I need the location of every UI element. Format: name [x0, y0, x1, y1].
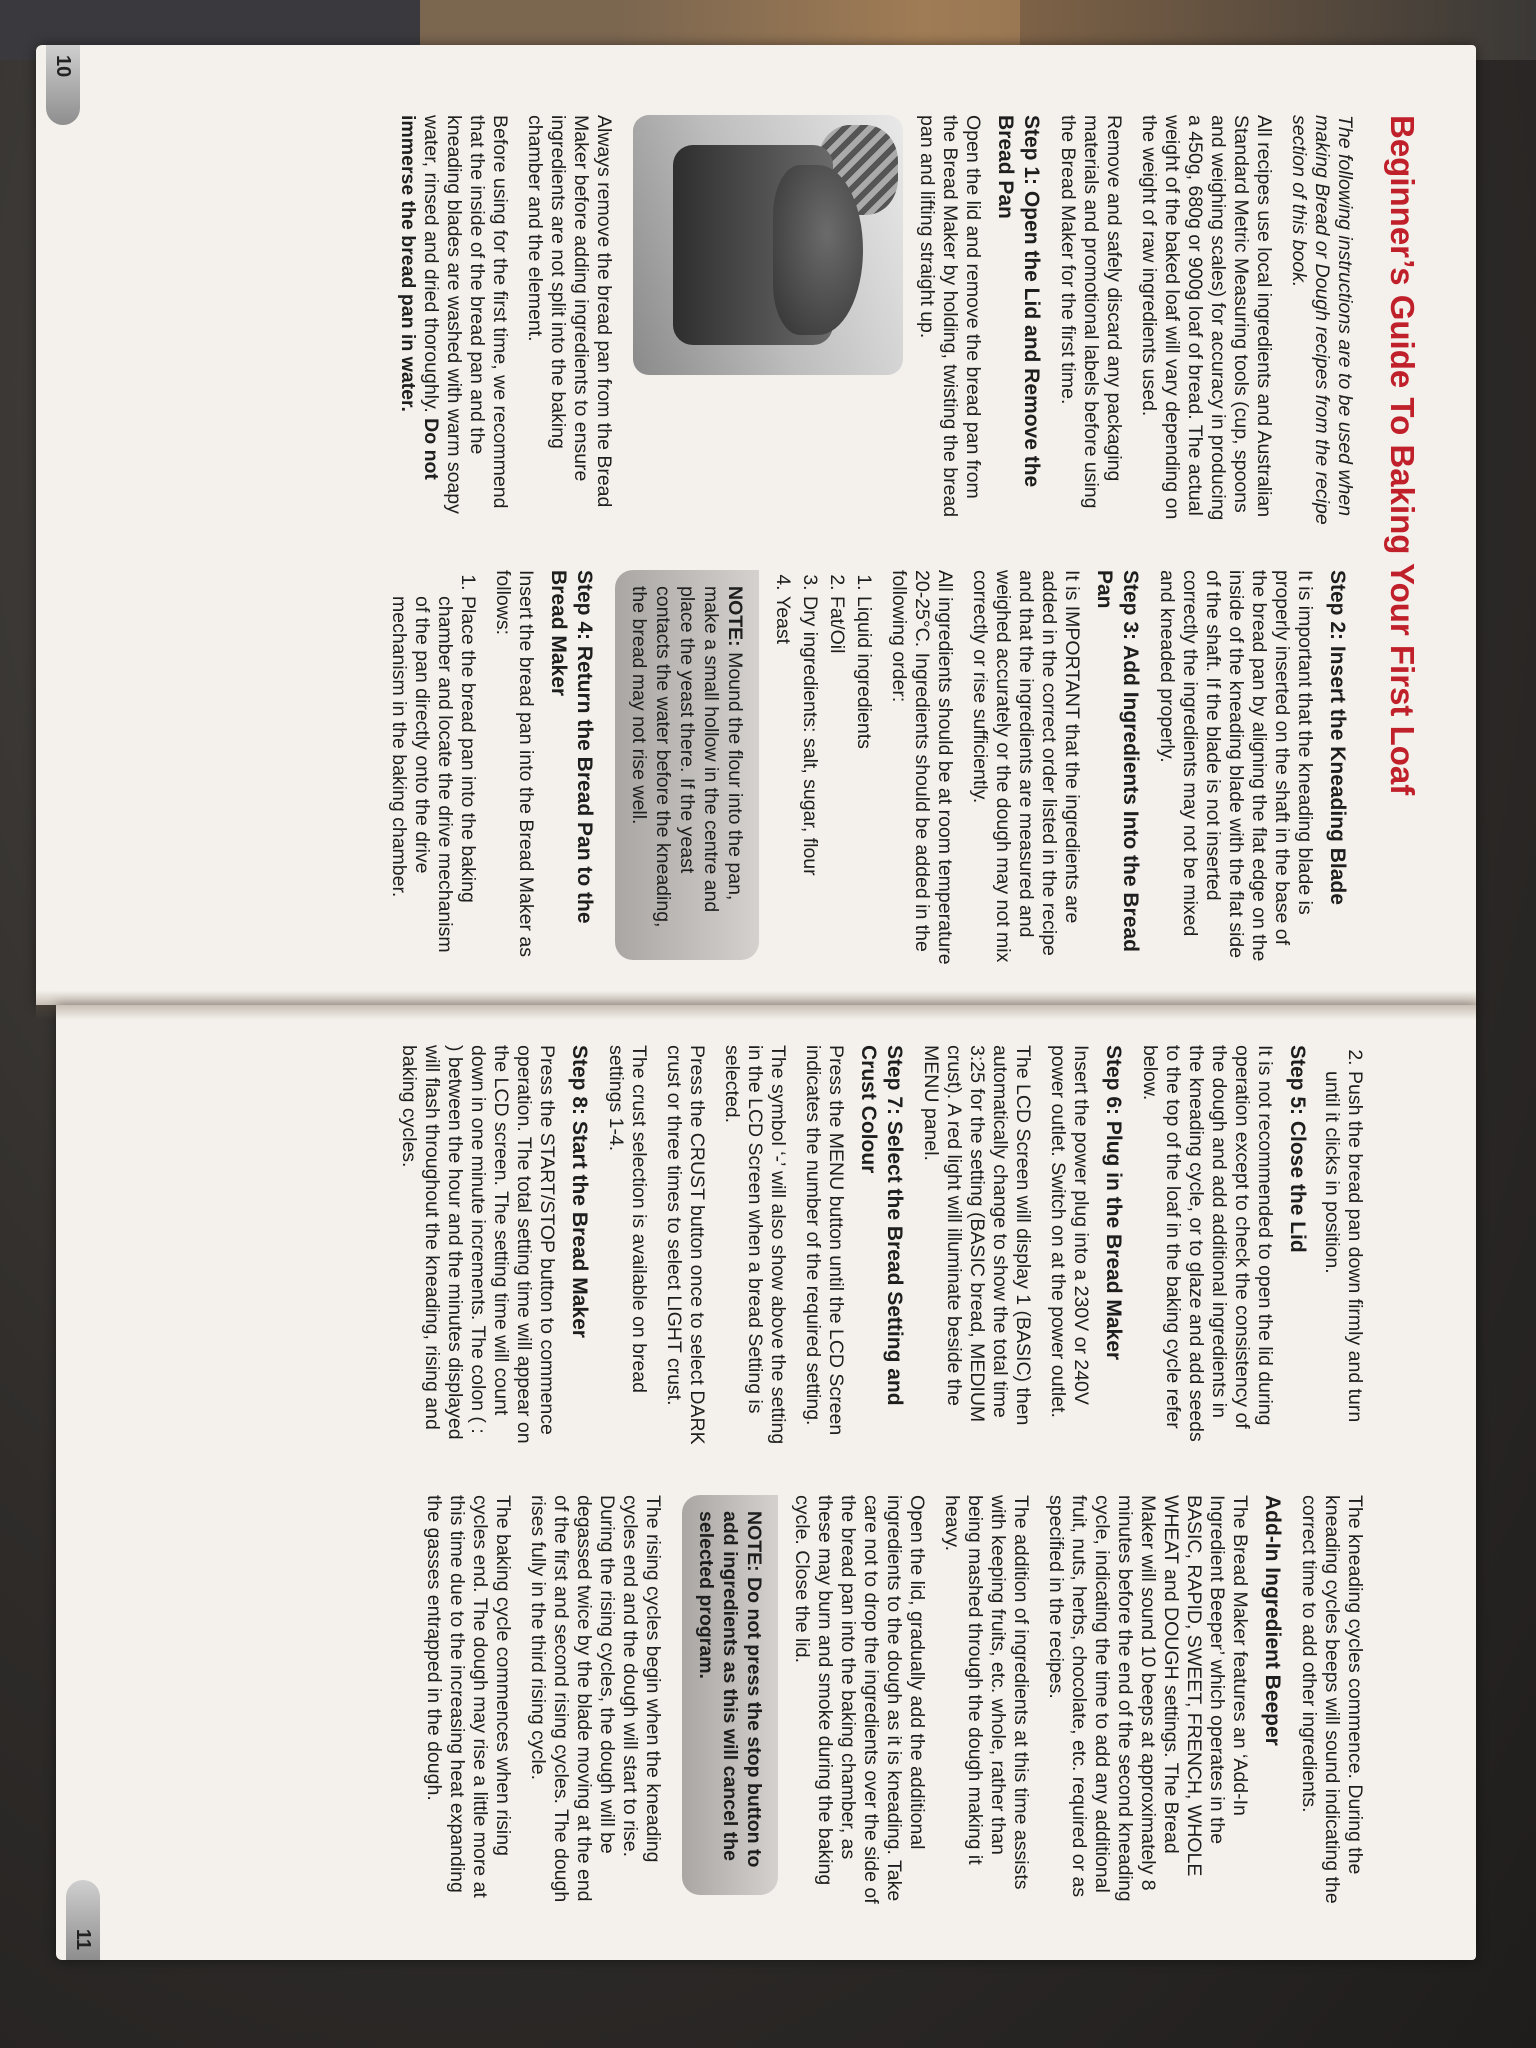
step4-heading: Step 4: Return the Bread Pan to the Bread Maker	[547, 570, 596, 924]
step6-text-1: Insert the power plug into a 230V or 240V power outlet. Switch on at the power outlet.	[1047, 1045, 1092, 1418]
step6-heading: Step 6: Plug in the Bread Maker	[1102, 1045, 1125, 1361]
note-stop-button	[682, 1495, 778, 1895]
page-title: Beginner’s Guide To Baking Your First Loaf	[1384, 115, 1421, 796]
page-11	[56, 1005, 1476, 1960]
kneading-text: The kneading cycles commence. During the kneading cycles beeps will sound indicating the correct time to add other ingredients.	[1298, 1495, 1366, 1904]
step2-text: It is important that the kneading blade is properly inserted on the shaft in the base of the bread pan by aligning the flat edge on the inside of the kneading blade with the flat side of the shaft. If the blade is not inserted correctly the ingredients may not be mixed and kneaded properly.	[1156, 570, 1316, 962]
step4-text: Insert the bread pan into the Bread Maker as follows:	[492, 570, 537, 957]
step2-heading: Step 2: Insert the Kneading Blade	[1326, 570, 1349, 905]
page-number: 11	[66, 1880, 100, 1960]
list-item: 2. Fat/Oil	[825, 596, 848, 970]
step7-text-2: The symbol ‘-’ will also show above the setting in the LCD Screen when a bread Setting is selected.	[721, 1045, 789, 1445]
note-label: NOTE:	[743, 1511, 765, 1572]
note-text: Mound the flour into the pan, make a small hollow in the centre and place the yeast there. If the yeast contacts the water before the kneading, the bread may not rise well.	[628, 586, 746, 928]
step4-list	[387, 570, 479, 970]
step1-text: Open the lid and remove the bread pan from the Bread Maker by holding, twisting the bread pan and lifting straight up.	[916, 115, 984, 518]
list-item: 2. Push the bread pan down firmly and turn until it clicks in position.	[1320, 1071, 1366, 1445]
addin-text-3: Open the lid, gradually add the additional ingredients to the dough as it is kneading. Take care not to drop the ingredients over the side of the bread pan into the baking chamber, as these may burn and smoke during the baking cycle. Close the lid.	[791, 1495, 928, 1904]
note-yeast	[615, 570, 759, 960]
page-10	[36, 45, 1476, 1005]
step7-text-1: Press the MENU button until the LCD Screen indicates the number of the required setting.	[802, 1045, 847, 1436]
list-item: 1. Liquid ingredients	[852, 596, 875, 970]
wash-text: Before using for the first time, we recommend that the inside of the bread pan and the kneading blades are washed with warm soapy water, rinsed and dried thoroughly. Do not immerse the bread pan in water.	[397, 115, 511, 514]
note-text: Do not press the stop button to add ingredients as this will cancel the selected program.	[695, 1511, 765, 1868]
list-item: 4. Yeast	[771, 596, 794, 970]
addin-text-2: The addition of ingredients at this time assists with keeping fruits, etc. whole, rather than being mashed through the dough making it heavy.	[941, 1495, 1032, 1890]
left-column-1	[384, 115, 1356, 525]
note-label: NOTE:	[724, 586, 746, 647]
step7-heading: Step 7: Select the Bread Setting and Crust Colour	[857, 1045, 906, 1406]
step4-list-continued	[1320, 1045, 1366, 1445]
list-item: 3. Dry ingredients: salt, sugar, flour	[798, 596, 821, 970]
right-column-1	[385, 1045, 1366, 1445]
bread-pan-photo	[633, 115, 903, 375]
step5-text: It is not recommended to open the lid during operation except to check the consistency of the dough and add additional ingredients in the kneading cycle, or to glaze and add seeds to the top of the loaf in the baking cycle refer below.	[1139, 1045, 1276, 1442]
step3-heading: Step 3: Add Ingredients Into the Bread Pan	[1093, 570, 1142, 952]
step3-text-1: It is IMPORTANT that the ingredients are added in the correct order listed in the recipe and that the ingredients are measured and weighed accurately or the dough may not mix correctly or rise sufficiently.	[969, 570, 1083, 963]
list-item: 1. Place the bread pan into the baking chamber and locate the drive mechanism of the pan directly onto the drive mechanism in the baking chamber.	[387, 596, 479, 970]
step5-heading: Step 5: Close the Lid	[1286, 1045, 1309, 1253]
page-gutter	[36, 990, 1476, 1020]
baking-text: The baking cycle commences when rising cycles end. The dough may rise a little more at this time due to the increasing heat expanding the gasses entrapped in the dough.	[423, 1495, 514, 1898]
intro-text: The following instructions are to be used when making Bread or Dough recipes from the recipe section of this book.	[1288, 115, 1356, 525]
step1-heading: Step 1: Open the Lid and Remove the Bread Pan	[994, 115, 1043, 488]
packaging-text: Remove and safely discard any packaging materials and promotional labels before using the Bread Maker for the first time.	[1057, 115, 1125, 509]
addin-text-1: The Bread Maker features an ‘Add-In Ingredient Beeper’ which operates in the BASIC, RAPID, SWEET, FRENCH, WHOLE WHEAT and DOUGH settings. The Bread Maker will sound 10 beeps at approximately 8 minutes before the end of the second kneading cycle, indicating the time to add any additional fruit, nuts, herbs, chocolate, etc. required or as specified in the recipes.	[1045, 1495, 1251, 1902]
measures-text: All recipes use local ingredients and Australian Standard Metric Measuring tools (cup, spoons and weighing scales) for accuracy in producing a 450g, 680g or 900g loaf of bread. The actual weight of the baked loaf will vary depending on the weight of raw ingredients used.	[1138, 115, 1275, 521]
right-column-2	[410, 1495, 1366, 1905]
remove-pan-text: Always remove the bread pan from the Bread Maker before adding ingredients to ensure ingredients are not split into the baking chamber and the element.	[524, 115, 615, 508]
ingredient-order-list	[771, 570, 875, 970]
step8-text: Press the START/STOP button to commence operation. The total setting time will appear on the LCD screen. The setting time will count down in one minute increments. The colon ( : ) between the hour and the minutes displayed will flash throughout the kneading, rising and baking cycles.	[398, 1045, 558, 1444]
step3-text-2: All ingredients should be at room temperature 20-25°C. Ingredients should be added in the following order:	[888, 570, 956, 965]
wash-warning: Do not immerse the bread pan in water.	[397, 115, 442, 480]
left-column-2	[377, 570, 1356, 970]
step6-text-2: The LCD Screen will display 1 (BASIC) then automatically change to show the total time 3:25 for the setting (BASIC bread, MEDIUM crust). A red light will illuminate beside the MENU panel.	[920, 1045, 1034, 1426]
addin-heading: Add-In Ingredient Beeper	[1261, 1495, 1284, 1746]
step7-text-3: Press the CRUST button once to select DARK crust or three times to select LIGHT crust.	[663, 1045, 708, 1445]
page-number: 10	[46, 45, 80, 125]
step8-heading: Step 8: Start the Bread Maker	[568, 1045, 591, 1338]
rising-text: The rising cycles begin when the kneading cycles end and the dough will start to rise. During the rising cycles, the dough will be degassed twice by the blade moving at the end of the first and second rising cycles. The dough rises fully in the third rising cycle.	[527, 1495, 664, 1903]
step7-text-4: The crust selection is available on bread settings 1-4.	[605, 1045, 650, 1393]
